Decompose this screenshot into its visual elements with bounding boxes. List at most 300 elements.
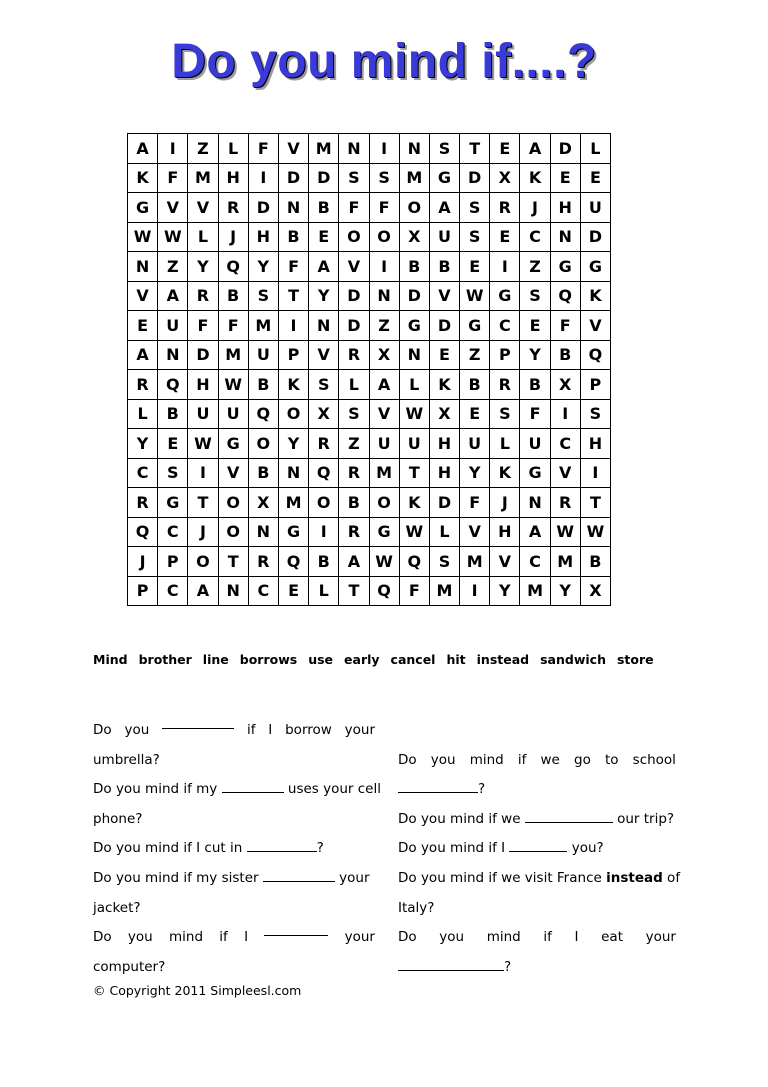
grid-cell[interactable]: P xyxy=(158,547,188,577)
grid-cell[interactable]: S xyxy=(429,134,459,164)
grid-cell[interactable]: F xyxy=(278,252,308,282)
grid-cell[interactable]: N xyxy=(248,517,278,547)
grid-cell[interactable]: V xyxy=(369,399,399,429)
grid-cell[interactable]: H xyxy=(248,222,278,252)
grid-row xyxy=(128,576,611,606)
grid-cell[interactable]: O xyxy=(218,517,248,547)
grid-cell[interactable]: C xyxy=(550,429,580,459)
grid-cell[interactable]: E xyxy=(309,222,339,252)
grid-cell[interactable]: Z xyxy=(339,429,369,459)
grid-cell[interactable]: D xyxy=(188,340,218,370)
grid-cell[interactable]: X xyxy=(550,370,580,400)
grid-cell[interactable]: N xyxy=(128,252,158,282)
grid-cell[interactable]: R xyxy=(218,193,248,223)
grid-cell[interactable]: R xyxy=(128,488,158,518)
word: eat xyxy=(601,929,623,946)
grid-cell[interactable]: I xyxy=(580,458,610,488)
grid-cell[interactable]: Y xyxy=(128,429,158,459)
grid-cell[interactable]: P xyxy=(128,576,158,606)
grid-cell[interactable]: W xyxy=(460,281,490,311)
grid-cell[interactable]: D xyxy=(460,163,490,193)
word-bank-item: Mind xyxy=(93,652,128,667)
grid-cell[interactable]: H xyxy=(429,458,459,488)
grid-cell[interactable]: I xyxy=(278,311,308,341)
answer-blank[interactable] xyxy=(162,716,234,729)
word-bank-item: brother xyxy=(138,652,192,667)
grid-cell[interactable]: R xyxy=(339,458,369,488)
grid-cell[interactable]: F xyxy=(369,193,399,223)
grid-cell[interactable]: F xyxy=(399,576,429,606)
grid-cell[interactable]: H xyxy=(580,429,610,459)
grid-cell[interactable]: D xyxy=(339,311,369,341)
word: school xyxy=(632,751,676,768)
grid-cell[interactable]: C xyxy=(520,222,550,252)
grid-cell[interactable]: Y xyxy=(550,576,580,606)
grid-cell[interactable]: M xyxy=(460,547,490,577)
grid-cell[interactable]: F xyxy=(188,311,218,341)
grid-cell[interactable]: B xyxy=(309,547,339,577)
grid-cell[interactable]: O xyxy=(248,429,278,459)
grid-cell[interactable]: Y xyxy=(490,576,520,606)
grid-cell[interactable]: G xyxy=(550,252,580,282)
grid-cell[interactable]: F xyxy=(218,311,248,341)
grid-cell[interactable]: I xyxy=(369,134,399,164)
grid-cell[interactable]: K xyxy=(399,488,429,518)
grid-cell[interactable]: I xyxy=(550,399,580,429)
grid-cell[interactable]: Q xyxy=(399,547,429,577)
question-text: Do you mind if I cut in xyxy=(93,840,247,857)
grid-cell[interactable]: K xyxy=(520,163,550,193)
grid-cell[interactable]: M xyxy=(278,488,308,518)
grid-cell[interactable]: W xyxy=(399,399,429,429)
grid-cell[interactable]: K xyxy=(490,458,520,488)
grid-cell[interactable]: R xyxy=(248,547,278,577)
grid-cell[interactable]: W xyxy=(158,222,188,252)
grid-cell[interactable]: E xyxy=(429,340,459,370)
grid-cell[interactable]: D xyxy=(339,281,369,311)
grid-cell[interactable]: S xyxy=(460,193,490,223)
grid-cell[interactable]: Z xyxy=(188,134,218,164)
grid-cell[interactable]: B xyxy=(278,222,308,252)
grid-cell[interactable]: X xyxy=(369,340,399,370)
grid-cell[interactable]: A xyxy=(188,576,218,606)
grid-cell[interactable]: S xyxy=(248,281,278,311)
grid-cell[interactable]: G xyxy=(128,193,158,223)
grid-cell[interactable]: I xyxy=(158,134,188,164)
grid-cell[interactable]: Z xyxy=(520,252,550,282)
grid-cell[interactable]: T xyxy=(188,488,218,518)
grid-cell[interactable]: Q xyxy=(309,458,339,488)
grid-cell[interactable]: S xyxy=(460,222,490,252)
questions-left-column xyxy=(93,716,381,982)
grid-cell[interactable]: P xyxy=(580,370,610,400)
grid-cell[interactable]: D xyxy=(429,488,459,518)
grid-cell[interactable]: Q xyxy=(248,399,278,429)
grid-cell[interactable]: R xyxy=(490,193,520,223)
grid-cell[interactable]: I xyxy=(188,458,218,488)
grid-cell[interactable]: B xyxy=(218,281,248,311)
word: I xyxy=(268,722,273,738)
grid-cell[interactable]: E xyxy=(490,222,520,252)
grid-cell[interactable]: E xyxy=(490,134,520,164)
grid-cell[interactable]: E xyxy=(460,252,490,282)
grid-cell[interactable]: O xyxy=(339,222,369,252)
grid-cell[interactable]: Q xyxy=(278,547,308,577)
grid-cell[interactable]: M xyxy=(429,576,459,606)
grid-cell[interactable]: W xyxy=(550,517,580,547)
grid-cell[interactable]: B xyxy=(339,488,369,518)
grid-cell[interactable]: V xyxy=(490,547,520,577)
grid-cell[interactable]: V xyxy=(309,340,339,370)
grid-cell[interactable]: D xyxy=(399,281,429,311)
grid-cell[interactable]: U xyxy=(248,340,278,370)
grid-cell[interactable]: E xyxy=(128,311,158,341)
grid-cell[interactable]: E xyxy=(580,163,610,193)
question-line xyxy=(398,834,676,864)
word: you xyxy=(439,929,465,946)
grid-cell[interactable]: U xyxy=(520,429,550,459)
grid-cell[interactable]: B xyxy=(248,458,278,488)
grid-cell[interactable]: S xyxy=(339,399,369,429)
grid-cell[interactable]: A xyxy=(309,252,339,282)
answer-blank[interactable] xyxy=(525,810,613,823)
grid-cell[interactable]: X xyxy=(490,163,520,193)
grid-cell[interactable]: H xyxy=(550,193,580,223)
grid-cell[interactable]: V xyxy=(580,311,610,341)
grid-cell[interactable]: U xyxy=(158,311,188,341)
grid-cell[interactable]: K xyxy=(580,281,610,311)
grid-cell[interactable]: D xyxy=(550,134,580,164)
grid-cell[interactable]: B xyxy=(248,370,278,400)
grid-cell[interactable]: Z xyxy=(460,340,490,370)
grid-cell[interactable]: M xyxy=(369,458,399,488)
grid-cell[interactable]: F xyxy=(520,399,550,429)
grid-cell[interactable]: L xyxy=(128,399,158,429)
grid-cell[interactable]: G xyxy=(218,429,248,459)
grid-cell[interactable]: W xyxy=(580,517,610,547)
grid-cell[interactable]: N xyxy=(309,311,339,341)
grid-cell[interactable]: Q xyxy=(218,252,248,282)
grid-cell[interactable]: N xyxy=(278,458,308,488)
grid-cell[interactable]: Y xyxy=(248,252,278,282)
grid-cell[interactable]: Z xyxy=(369,311,399,341)
word: mind xyxy=(486,929,521,946)
grid-cell[interactable]: K xyxy=(128,163,158,193)
grid-cell[interactable]: D xyxy=(278,163,308,193)
grid-cell[interactable]: A xyxy=(339,547,369,577)
grid-cell[interactable]: T xyxy=(580,488,610,518)
question-continuation: phone? xyxy=(93,810,143,827)
grid-cell[interactable]: W xyxy=(218,370,248,400)
grid-cell[interactable]: E xyxy=(550,163,580,193)
grid-cell[interactable]: C xyxy=(128,458,158,488)
grid-cell[interactable]: X xyxy=(248,488,278,518)
grid-cell[interactable]: A xyxy=(369,370,399,400)
grid-cell[interactable]: F xyxy=(158,163,188,193)
grid-cell[interactable]: D xyxy=(248,193,278,223)
grid-cell[interactable]: N xyxy=(399,134,429,164)
grid-cell[interactable]: L xyxy=(490,429,520,459)
grid-cell[interactable]: Q xyxy=(128,517,158,547)
grid-cell[interactable]: D xyxy=(309,163,339,193)
grid-cell[interactable]: G xyxy=(399,311,429,341)
grid-cell[interactable]: O xyxy=(218,488,248,518)
word: you xyxy=(124,722,150,738)
grid-cell[interactable]: B xyxy=(309,193,339,223)
grid-cell[interactable]: A xyxy=(128,134,158,164)
grid-cell[interactable]: G xyxy=(278,517,308,547)
grid-cell[interactable]: U xyxy=(369,429,399,459)
grid-cell[interactable]: Q xyxy=(580,340,610,370)
grid-cell[interactable]: N xyxy=(399,340,429,370)
grid-row xyxy=(128,547,611,577)
answer-blank[interactable] xyxy=(264,923,328,936)
grid-row xyxy=(128,340,611,370)
grid-cell[interactable]: S xyxy=(158,458,188,488)
grid-cell[interactable]: V xyxy=(339,252,369,282)
grid-cell[interactable]: X xyxy=(309,399,339,429)
grid-cell[interactable]: L xyxy=(580,134,610,164)
grid-cell[interactable]: B xyxy=(429,252,459,282)
grid-cell[interactable]: V xyxy=(188,193,218,223)
grid-row xyxy=(128,163,611,193)
grid-cell[interactable]: S xyxy=(580,399,610,429)
grid-cell[interactable]: U xyxy=(429,222,459,252)
grid-cell[interactable]: L xyxy=(218,134,248,164)
grid-cell[interactable]: F xyxy=(460,488,490,518)
grid-cell[interactable]: Q xyxy=(369,576,399,606)
grid-cell[interactable]: O xyxy=(278,399,308,429)
grid-cell[interactable]: R xyxy=(339,517,369,547)
grid-cell[interactable]: G xyxy=(369,517,399,547)
grid-cell[interactable]: B xyxy=(580,547,610,577)
grid-cell[interactable]: S xyxy=(309,370,339,400)
word: I xyxy=(244,929,249,946)
grid-cell[interactable]: C xyxy=(158,517,188,547)
grid-cell[interactable]: B xyxy=(158,399,188,429)
grid-cell[interactable]: U xyxy=(188,399,218,429)
grid-cell[interactable]: J xyxy=(188,517,218,547)
grid-cell[interactable]: X xyxy=(580,576,610,606)
grid-cell[interactable]: K xyxy=(429,370,459,400)
grid-cell[interactable]: N xyxy=(369,281,399,311)
grid-cell[interactable]: J xyxy=(128,547,158,577)
question-text: Do you mind if we xyxy=(398,810,525,827)
grid-cell[interactable]: Q xyxy=(158,370,188,400)
grid-cell[interactable]: C xyxy=(490,311,520,341)
question-continuation: jacket? xyxy=(93,899,141,916)
grid-cell[interactable]: G xyxy=(429,163,459,193)
grid-cell[interactable]: O xyxy=(188,547,218,577)
grid-cell[interactable]: E xyxy=(520,311,550,341)
word-bank-item: sandwich xyxy=(540,652,606,667)
grid-cell[interactable]: I xyxy=(460,576,490,606)
grid-cell[interactable]: N xyxy=(158,340,188,370)
grid-cell[interactable]: V xyxy=(278,134,308,164)
grid-cell[interactable]: O xyxy=(369,488,399,518)
grid-cell[interactable]: N xyxy=(520,488,550,518)
grid-cell[interactable]: U xyxy=(580,193,610,223)
answer-blank[interactable] xyxy=(398,780,478,793)
grid-cell[interactable]: H xyxy=(188,370,218,400)
word-bank-item: early xyxy=(344,652,380,667)
grid-cell[interactable]: C xyxy=(158,576,188,606)
grid-cell[interactable]: Y xyxy=(520,340,550,370)
grid-cell[interactable]: I xyxy=(309,517,339,547)
grid-cell[interactable]: G xyxy=(490,281,520,311)
grid-cell[interactable]: S xyxy=(369,163,399,193)
grid-cell[interactable]: P xyxy=(278,340,308,370)
grid-cell[interactable]: S xyxy=(490,399,520,429)
word: Do xyxy=(93,722,112,738)
grid-cell[interactable]: L xyxy=(339,370,369,400)
grid-row xyxy=(128,517,611,547)
grid-cell[interactable]: S xyxy=(339,163,369,193)
grid-cell[interactable]: U xyxy=(399,429,429,459)
question-text: your xyxy=(334,869,370,886)
grid-cell[interactable]: O xyxy=(399,193,429,223)
grid-cell[interactable]: O xyxy=(369,222,399,252)
grid-cell[interactable]: I xyxy=(490,252,520,282)
question-line xyxy=(398,864,681,894)
grid-cell[interactable]: Y xyxy=(188,252,218,282)
grid-row xyxy=(128,370,611,400)
grid-cell[interactable]: J xyxy=(490,488,520,518)
grid-cell[interactable]: H xyxy=(429,429,459,459)
grid-cell[interactable]: W xyxy=(399,517,429,547)
grid-cell[interactable]: R xyxy=(339,340,369,370)
grid-cell[interactable]: L xyxy=(429,517,459,547)
word: go xyxy=(574,751,591,768)
grid-cell[interactable]: Z xyxy=(158,252,188,282)
grid-cell[interactable]: T xyxy=(339,576,369,606)
grid-cell[interactable]: L xyxy=(188,222,218,252)
grid-cell[interactable]: L xyxy=(309,576,339,606)
grid-cell[interactable]: J xyxy=(218,222,248,252)
grid-cell[interactable]: S xyxy=(520,281,550,311)
grid-cell[interactable]: V xyxy=(550,458,580,488)
grid-cell[interactable]: M xyxy=(399,163,429,193)
grid-cell[interactable]: S xyxy=(429,547,459,577)
grid-cell[interactable]: T xyxy=(278,281,308,311)
grid-cell[interactable]: H xyxy=(218,163,248,193)
word: Do xyxy=(93,929,112,946)
grid-cell[interactable]: E xyxy=(158,429,188,459)
grid-cell[interactable]: B xyxy=(399,252,429,282)
grid-cell[interactable]: L xyxy=(399,370,429,400)
grid-cell[interactable]: A xyxy=(158,281,188,311)
grid-cell[interactable]: N xyxy=(218,576,248,606)
grid-cell[interactable]: U xyxy=(460,429,490,459)
grid-cell[interactable]: F xyxy=(339,193,369,223)
grid-cell[interactable]: Y xyxy=(460,458,490,488)
grid-cell[interactable]: I xyxy=(369,252,399,282)
grid-cell[interactable]: M xyxy=(309,134,339,164)
grid-cell[interactable]: U xyxy=(218,399,248,429)
grid-cell[interactable]: V xyxy=(429,281,459,311)
grid-cell[interactable]: R xyxy=(550,488,580,518)
grid-cell[interactable]: V xyxy=(128,281,158,311)
grid-cell[interactable]: A xyxy=(128,340,158,370)
grid-cell[interactable]: M xyxy=(248,311,278,341)
grid-cell[interactable]: D xyxy=(429,311,459,341)
grid-cell[interactable]: Y xyxy=(309,281,339,311)
grid-cell[interactable]: N xyxy=(550,222,580,252)
grid-cell[interactable]: P xyxy=(490,340,520,370)
answer-blank[interactable] xyxy=(509,839,567,852)
grid-cell[interactable]: R xyxy=(309,429,339,459)
grid-cell[interactable]: X xyxy=(399,222,429,252)
grid-cell[interactable]: B xyxy=(520,370,550,400)
grid-cell[interactable]: G xyxy=(460,311,490,341)
grid-cell[interactable]: G xyxy=(580,252,610,282)
grid-cell[interactable]: T xyxy=(460,134,490,164)
grid-cell[interactable]: C xyxy=(248,576,278,606)
grid-cell[interactable]: A xyxy=(429,193,459,223)
grid-cell[interactable]: B xyxy=(550,340,580,370)
grid-cell[interactable]: I xyxy=(248,163,278,193)
grid-cell[interactable]: O xyxy=(309,488,339,518)
grid-cell[interactable]: M xyxy=(218,340,248,370)
emphasis-text: instead xyxy=(606,869,663,886)
word: borrow xyxy=(285,722,332,738)
word: I xyxy=(574,929,579,946)
grid-cell[interactable]: W xyxy=(188,429,218,459)
grid-cell[interactable]: W xyxy=(369,547,399,577)
grid-cell[interactable]: G xyxy=(158,488,188,518)
grid-cell[interactable]: R xyxy=(128,370,158,400)
grid-cell[interactable]: T xyxy=(399,458,429,488)
grid-cell[interactable]: M xyxy=(520,576,550,606)
grid-cell[interactable]: W xyxy=(128,222,158,252)
grid-cell[interactable]: C xyxy=(520,547,550,577)
word-bank-item: line xyxy=(202,652,229,667)
grid-cell[interactable]: A xyxy=(520,134,550,164)
grid-cell[interactable]: N xyxy=(339,134,369,164)
grid-cell[interactable]: R xyxy=(490,370,520,400)
grid-cell[interactable]: G xyxy=(520,458,550,488)
grid-cell[interactable]: V xyxy=(158,193,188,223)
grid-cell[interactable]: R xyxy=(188,281,218,311)
answer-blank[interactable] xyxy=(222,780,284,793)
grid-cell[interactable]: H xyxy=(490,517,520,547)
grid-cell[interactable]: K xyxy=(278,370,308,400)
grid-cell[interactable]: T xyxy=(218,547,248,577)
grid-cell[interactable]: V xyxy=(218,458,248,488)
grid-cell[interactable]: J xyxy=(520,193,550,223)
grid-cell[interactable]: N xyxy=(278,193,308,223)
grid-cell[interactable]: E xyxy=(460,399,490,429)
grid-cell[interactable]: M xyxy=(550,547,580,577)
grid-cell[interactable]: Y xyxy=(278,429,308,459)
question-text: our trip? xyxy=(612,810,675,827)
answer-blank[interactable] xyxy=(247,839,317,852)
answer-blank[interactable] xyxy=(263,869,335,882)
question-text: ? xyxy=(478,781,486,798)
word: we xyxy=(540,751,560,768)
grid-cell[interactable]: B xyxy=(460,370,490,400)
grid-cell[interactable]: A xyxy=(520,517,550,547)
grid-cell[interactable]: M xyxy=(188,163,218,193)
grid-cell[interactable]: F xyxy=(550,311,580,341)
grid-cell[interactable]: E xyxy=(278,576,308,606)
grid-cell[interactable]: Q xyxy=(550,281,580,311)
grid-cell[interactable]: F xyxy=(248,134,278,164)
answer-blank[interactable] xyxy=(398,958,504,971)
grid-cell[interactable]: V xyxy=(460,517,490,547)
grid-cell[interactable]: X xyxy=(429,399,459,429)
grid-cell[interactable]: D xyxy=(580,222,610,252)
